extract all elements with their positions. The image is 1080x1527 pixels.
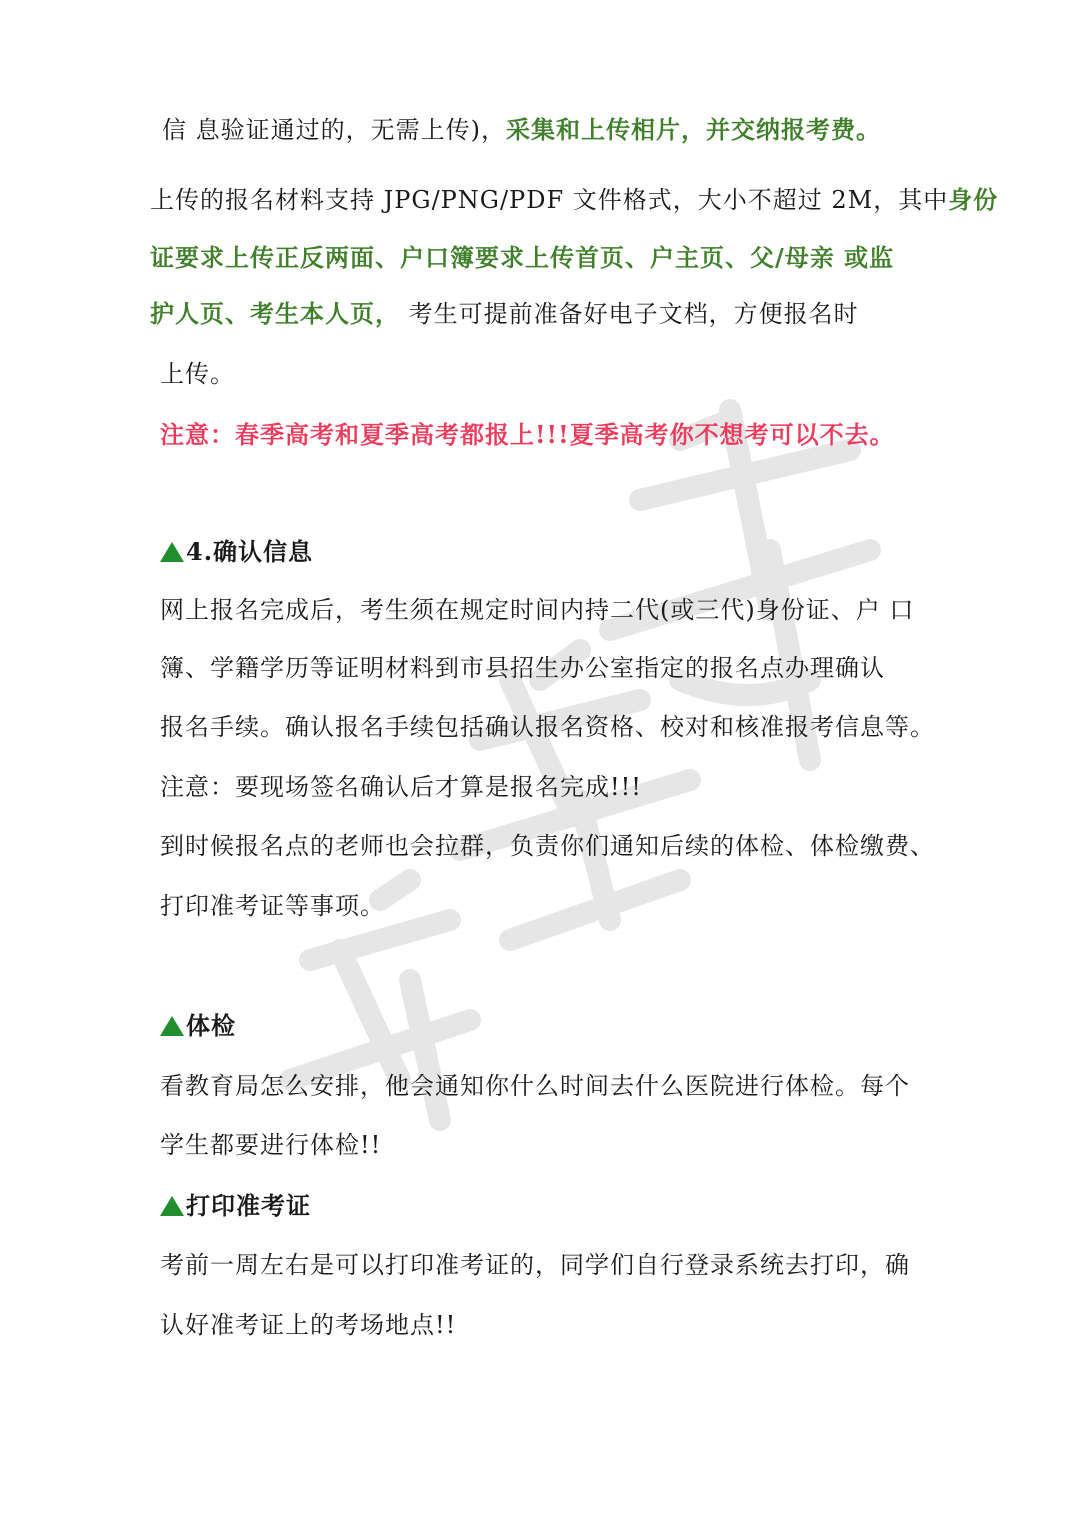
section-confirm-line: 簿、学籍学历等证明材料到市县招生办公室指定的报名点办理确认 <box>160 654 885 682</box>
paragraph1-line1 <box>162 113 881 147</box>
section-print-title: 打印准考证 <box>186 1191 311 1220</box>
paragraph2-line1-highlight: 身份 <box>948 185 999 214</box>
paragraph2-line1-plain: 上传的报名材料支持 JPG/PNG/PDF 文件格式，大小不超过 2M，其中 <box>150 186 949 214</box>
section-print-line: 考前一周左右是可以打印准考证的，同学们自行登录系统去打印，确 <box>160 1251 910 1279</box>
paragraph2-line3-plain: 考生可提前准备好电子文档，方便报名时 <box>400 300 859 328</box>
section-confirm-line: 注意：要现场签名确认后才算是报名完成!!! <box>160 773 642 801</box>
section-exam-line: 看教育局怎么安排，他会通知你什么时间去什么医院进行体检。每个 <box>160 1072 910 1100</box>
section-exam-line: 学生都要进行体检!! <box>160 1131 382 1159</box>
triangle-icon <box>160 1196 184 1216</box>
section-confirm-title: 4.确认信息 <box>186 537 314 566</box>
paragraph1-line1-highlight: 采集和上传相片，并交纳报考费。 <box>506 115 881 144</box>
paragraph2-line3-highlight: 护人页、考生本人页， <box>150 299 400 328</box>
section-exam-heading <box>160 1009 236 1043</box>
section-confirm-line: 到时候报名点的老师也会拉群，负责你们通知后续的体检、体检缴费、 <box>160 832 935 860</box>
paragraph2-line3 <box>150 297 859 331</box>
paragraph2-line2: 证要求上传正反两面、户口簿要求上传首页、户主页、父/母亲 或监 <box>150 243 895 272</box>
section-print-line: 认好准考证上的考场地点!! <box>160 1311 457 1339</box>
paragraph1-line1-plain: 信 息验证通过的，无需上传)， <box>162 116 506 144</box>
watermark <box>210 380 910 1140</box>
red-note: 注意：春季高考和夏季高考都报上!!!夏季高考你不想考可以不去。 <box>160 420 895 449</box>
paragraph2-line1 <box>150 183 998 217</box>
section-confirm-line: 网上报名完成后，考生须在规定时间内持二代(或三代)身份证、户 口 <box>160 596 915 624</box>
section-confirm-line: 报名手续。确认报名手续包括确认报名资格、校对和核准报考信息等。 <box>160 713 935 741</box>
triangle-icon <box>160 542 184 562</box>
section-confirm-line: 打印准考证等事项。 <box>160 892 385 920</box>
paragraph2-line4: 上传。 <box>160 360 235 388</box>
section-confirm-heading <box>160 535 313 569</box>
triangle-icon <box>160 1016 184 1036</box>
section-print-heading <box>160 1189 311 1223</box>
section-exam-title: 体检 <box>186 1011 236 1040</box>
